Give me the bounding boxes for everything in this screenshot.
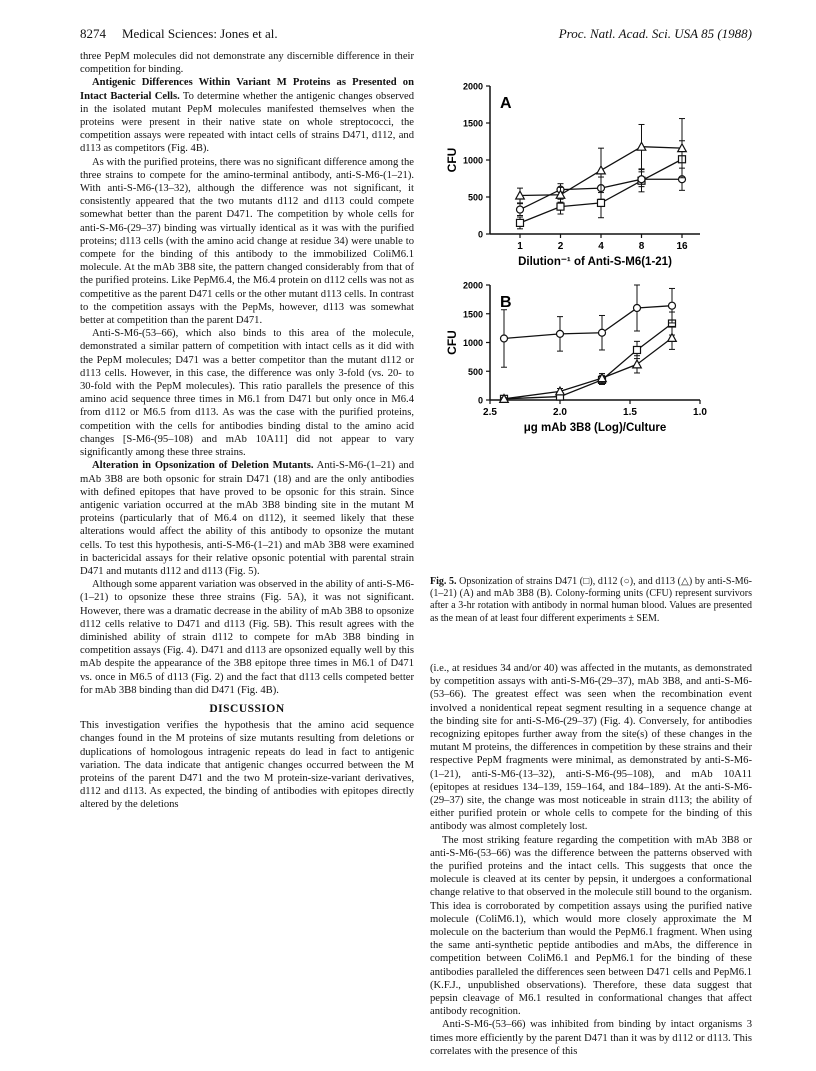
data-point	[517, 206, 524, 213]
x-tick-label: 2.5	[483, 407, 497, 418]
paragraph: three PepM molecules did not demonstrate any discernible difference in their competition for binding.	[80, 51, 414, 76]
running-header	[80, 26, 752, 44]
caption-text: Opsonization of strains D471 (□), d112 (○), and d113 (△) by anti-S-M6-(1–21) (A) and mAb 3B8 (B). Colony-forming units (CFU) represent survivors after a 3-hr rotation with antibody in normal human blood. Values are presented as the mean of at least four different experiments ± SEM.	[430, 576, 752, 624]
right-column	[430, 662, 752, 1058]
data-point	[597, 166, 606, 174]
y-tick-label: 500	[467, 366, 483, 377]
paragraph: Anti-S-M6-(53–66) was inhibited from binding by intact organisms 3 times more efficiently by the parent D471 than it was by d112 or d113. This correlates with the presence of this	[430, 1019, 752, 1057]
data-point	[634, 346, 641, 353]
data-point	[669, 302, 676, 309]
discussion-heading: DISCUSSION	[209, 702, 285, 715]
data-point	[633, 360, 642, 368]
x-axis-label: μg mAb 3B8 (Log)/Culture	[523, 422, 667, 434]
figure-5	[430, 70, 752, 560]
left-column	[80, 50, 414, 812]
caption-label: Fig. 5.	[430, 576, 457, 587]
page-number: 8274	[80, 26, 106, 41]
data-point	[634, 305, 641, 312]
y-axis-label: CFU	[445, 147, 459, 173]
paragraph: This investigation verifies the hypothesis that the amino acid sequence changes found in the M proteins of size mutants resulting from deletions or duplications of homologous intragenic repeats do lead in fact to antigenic variation. The data indicate that antigenic changes occurred between the M proteins of the parent D471 and the two M protein-size-variant derivatives, d112 and d113. As expected, the binding of antibodies with epitopes directly altered by the deletions	[80, 720, 414, 811]
paragraph-heading: Alteration in Opsonization of Deletion Mutants.	[92, 460, 314, 472]
y-tick-label: 1500	[462, 118, 483, 129]
x-tick-label: 8	[638, 241, 645, 252]
y-tick-label: 1500	[462, 309, 483, 320]
paragraph-text: To determine whether the antigenic changes observed in the isolated mutant PepM molecules manifested themselves when the proteins were present in their native state on whole streptococci, the competition assays were repeated with intact cells of strains D471, d112, and d113 as competitors (Fig. 4B).	[80, 90, 415, 155]
paragraph: Although some apparent variation was observed in the ability of anti-S-M6-(1–21) to opsonize these three strains (Fig. 5A), it was not significant. However, there was a dramatic decrease in the ability of mAb 3B8 to opsonize d112 cells relative to D471 and d113 (Fig. 5B). This result agrees with the diminished ability of strain d112 to compete for mAb 3B8 binding in competition assays (Fig. 4). D471 and d113 are opsonized equally well by this mAb despite the appearance of the 3B8 epitope three times in M6.1 of D471 vs. once in M6.5 of d113 (Fig. 2) and the fact that d113 cells competed better for mAb 3B8 binding than did D471 (Fig. 4B).	[80, 579, 414, 696]
paragraph: (i.e., at residues 34 and/or 40) was affected in the mutants, as demonstrated by competition assays with anti-S-M6-(29–37), mAb 3B8, and anti-S-M6-(53–66). The greatest effect was seen when the recombination event involved a nonidentical repeat segment resulting in a sequence change at the binding site for anti-S-M6-(29–37) (Fig. 4). Conversely, for antibodies recognizing epitopes further away from the site(s) of these changes in the mutant M proteins, the differences in competition by these strains and their respective PepM fragments were minimal, as demonstrated by anti-S-M6-(1–21), anti-S-M6-(13–32), anti-S-M6-(95–108), and mAb 10A11 (epitopes at residues 134–139, 159–164, and 184–189). At the anti-S-M6-(29–37) site, the change was most noticeable in strain d113; the ability of either purified protein or whole cells to compete for the binding of this antibody was almost completely lost.	[430, 663, 752, 833]
data-point	[557, 203, 564, 210]
x-tick-label: 16	[676, 241, 688, 252]
y-tick-label: 500	[467, 192, 483, 203]
figure-5-chart	[430, 70, 752, 560]
data-point	[668, 334, 677, 342]
paragraph: The most striking feature regarding the competition with mAb 3B8 or anti-S-M6-(53–66) was the difference between the patterns observed with the purified proteins and the intact cells. This suggests that once the molecule is cleaved at its center by pepsin, it undergoes a conformational change relative to that observed in the molecule still bound to the organism. This idea is corroborated by competition assays using the purified native molecule (ColiM6.1), which would more closely approximate the M molecule on the bacterium than would the PepM6.1 fragment. When using the same anti-synthetic peptide antibodies and mAbs, the difference in competition between ColiM6.1 and PepM6.1 for the binding of these antibodies paralleled the differences seen between D471 cells and PepM6.1 (K.F.J., unpublished observations). Therefore, these data suggest that pepsin cleavage of M6.1 resulted in conformational changes that affect antibody recognition.	[430, 834, 752, 1018]
journal-citation: Proc. Natl. Acad. Sci. USA 85 (1988)	[558, 26, 752, 41]
x-tick-label: 1.0	[693, 407, 707, 418]
paragraph-heading: Antigenic Differences Within Variant M Proteins as Presented on Intact Bacterial Cells.	[80, 77, 414, 102]
paragraph	[80, 76, 414, 155]
section-title: Medical Sciences: Jones et al.	[122, 26, 278, 41]
y-tick-label: 0	[477, 395, 483, 406]
paragraph-text: Anti-S-M6-(1–21) and mAb 3B8 are both opsonic for strain D471 (18) and are the only antibodies with defined epitopes that have proved to be opsonic for this strain. Since antigenic variation occurred at the mAb 3B8 binding site in the mutant M proteins (particularly that of M6.4 on d112), it seemed likely that these alterations would affect the ability of this antibody to opsonize the mutant cells. To test this hypothesis, anti-S-M6-(1–21) and mAb 3B8 were examined in bactericidal assays for their relative opsonic potential with parental strain D471 and mutants d112 and d113 (Fig. 5).	[80, 460, 414, 577]
figure-caption	[430, 576, 752, 625]
panel-label: A	[500, 95, 512, 112]
data-point	[501, 335, 508, 342]
x-tick-label: 1.5	[623, 407, 637, 418]
y-tick-label: 1000	[462, 338, 483, 348]
x-tick-label: 1	[517, 241, 523, 252]
data-point	[557, 330, 564, 337]
series-line	[504, 324, 672, 399]
panel-label: B	[500, 294, 512, 311]
x-tick-label: 2.0	[553, 407, 567, 418]
data-point	[598, 199, 605, 206]
paragraph: Anti-S-M6-(53–66), which also binds to this area of the molecule, demonstrated a similar pattern of competition with intact cells as it did with the PepM molecules; D471 was a better competitor than the mutant d112 or d113 cells. However, in this case, the difference was only 3-fold (vs. 20- to 30-fold with the PepM molecules). This ratio parallels the presence of this amino acid sequence three times in M6.1 from D471 but only once in M6.4 from d112 or M6.5 from d113. As was the case with the purified proteins, competition with the cells for antibodies binding distal to the amino acid changes [S-M6-(95–108) and mAb 10A11] did not appear to vary significantly among these three strains.	[80, 328, 414, 459]
y-tick-label: 1000	[462, 155, 483, 166]
x-axis-label: Dilution⁻¹ of Anti-S-M6(1-21)	[518, 256, 672, 268]
series-line	[504, 306, 672, 339]
y-tick-label: 0	[477, 229, 483, 240]
y-tick-label: 2000	[462, 81, 483, 92]
paragraph: As with the purified proteins, there was no significant difference among the three strains to compete for the amino-terminal antibody, anti-S-M6-(1–21). With anti-S-M6-(13–32), although the difference was not significant, it consistently appeared that the two mutants d112 and d113 could compete somewhat better than the parent D471. The competition by whole cells for anti-S-M6-(29–37) binding was virtually identical as it was with the purified proteins; d113 cells (with the amino acid change at residue 34) were unable to compete for the binding of this antibody to the immobilized ColiM6.1 molecule. At the mAb 3B8 site, the pattern changed considerably from that of the purified proteins. Like PepM6.4, the M6.4 protein on d112 cells was not as competitive as the parent D471 cells or the other mutant d113 cells. In contrast to the competition assays with the PepMs, however, d113 was somewhat better at competition than the parent D471.	[80, 156, 414, 327]
series-line	[504, 338, 672, 399]
x-tick-label: 4	[598, 241, 604, 252]
data-point	[638, 176, 645, 183]
y-axis-label: CFU	[445, 330, 459, 355]
paragraph	[80, 459, 414, 578]
data-point	[599, 329, 606, 336]
y-tick-label: 2000	[462, 280, 483, 291]
data-point	[517, 219, 524, 226]
x-tick-label: 2	[557, 241, 564, 252]
